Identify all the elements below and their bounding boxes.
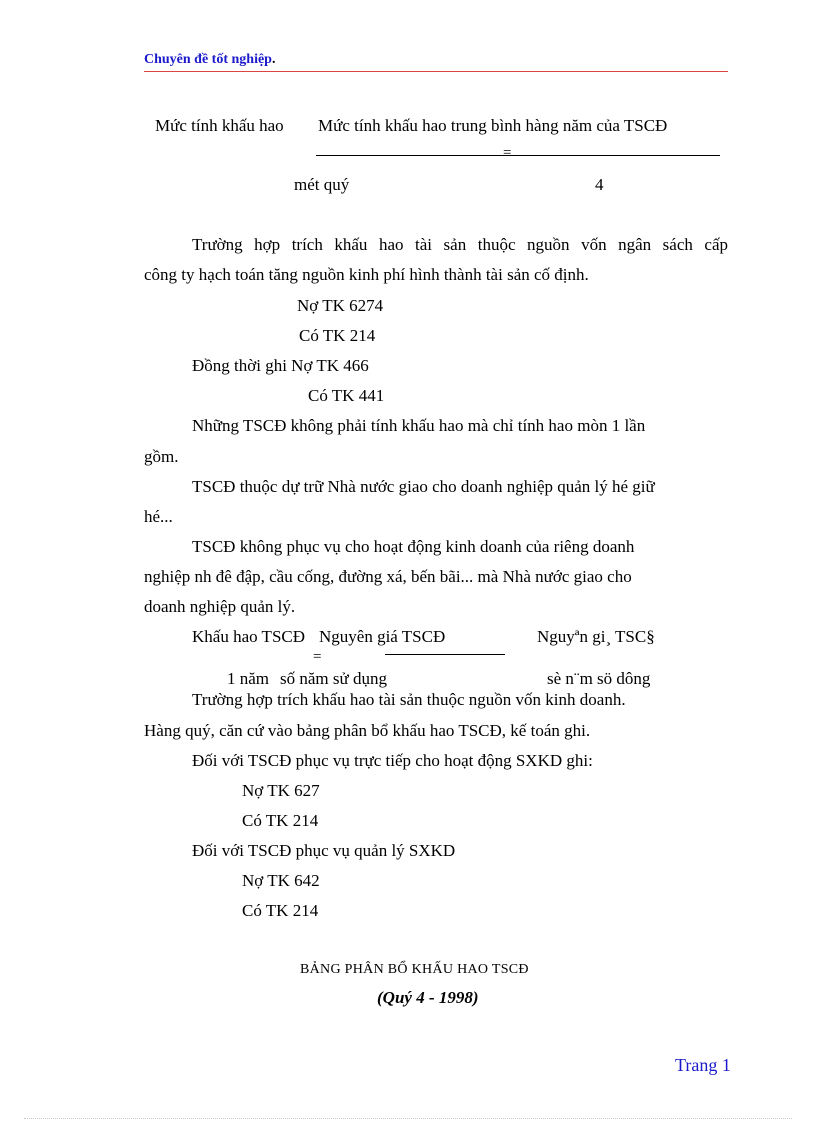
paragraph-3-line-2: hé... [144,507,173,526]
formula2-numerator: Nguyên giá TSCĐ [319,627,446,646]
paragraph-1-line-1: Trường hợp trích khấu hao tài sản thuộc nguồn vốn ngân sách cấp [192,235,728,254]
formula1-label: Mức tính khấu hao [155,116,284,135]
paragraph-2-line-1: Những TSCĐ không phải tính khấu hao mà chỉ tính hao mòn 1 lần [192,416,646,435]
formula2-fraction-bar [385,654,505,655]
header-dot: . [271,52,276,67]
formula1-label2: mét quý [294,175,350,194]
formula1-equals: = [503,145,512,161]
paragraph-1-line-2: công ty hạch toán tăng nguồn kinh phí hình thành tài sản cố định. [144,265,589,284]
paragraph-5-line-2: Hàng quý, căn cứ vào bảng phân bổ khấu hao TSCĐ, kế toán ghi. [144,721,591,740]
formula1-denominator: 4 [595,175,604,194]
paragraph-3-line-1: TSCĐ thuộc dự trữ Nhà nước giao cho doanh nghiệp quản lý hé giữ [192,477,655,496]
paragraph-5-line-1: Trường hợp trích khấu hao tài sản thuộc nguồn vốn kinh doanh. [192,690,626,709]
entry-4-debit: Nợ TK 642 [242,871,320,890]
entry-1-debit: Nợ TK 6274 [297,296,384,315]
formula1-numerator: Mức tính khấu hao trung bình hàng năm của TSCĐ [318,116,668,135]
formula2-equals: = [313,649,322,665]
entry-4-credit: Có TK 214 [242,901,319,920]
header-title: Chuyên đề tốt nghiệp [144,52,272,67]
table-title: BẢNG PHÂN BỔ KHẤU HAO TSCĐ [300,962,529,977]
formula2-label: Khấu hao TSCĐ [192,627,306,646]
page-footer-border [24,1118,792,1119]
entry-3-debit: Nợ TK 627 [242,781,320,800]
table-subtitle: (Quý 4 - 1998) [377,988,479,1007]
entry-1-credit: Có TK 214 [299,326,376,345]
formula2-denominator-garbled: sè n¨m sö dông [547,669,651,688]
entry-3-credit: Có TK 214 [242,811,319,830]
document-header [144,52,275,68]
header-divider [144,71,728,72]
paragraph-2-line-2: gồm. [144,447,179,466]
entry-2-credit: Có TK 441 [308,386,385,405]
paragraph-4-line-1: TSCĐ không phục vụ cho hoạt động kinh doanh của riêng doanh [192,537,635,556]
formula2-label2: 1 năm [227,669,270,688]
formula2-denominator: số năm sử dụng [280,669,387,688]
entry-2-debit: Đồng thời ghi Nợ TK 466 [192,356,369,375]
paragraph-7: Đối với TSCĐ phục vụ quản lý SXKD [192,841,456,860]
page-number: Trang 1 [675,1055,731,1075]
formula2-numerator-garbled: Nguyªn gi¸ TSC§ [537,627,655,646]
paragraph-4-line-3: doanh nghiệp quản lý. [144,597,296,616]
paragraph-4-line-2: nghiệp nh đê đập, cầu cống, đường xá, bến bãi... mà Nhà nước giao cho [144,567,632,586]
paragraph-6: Đối với TSCĐ phục vụ trực tiếp cho hoạt động SXKD ghi: [192,751,593,770]
formula1-fraction-bar [316,155,720,156]
